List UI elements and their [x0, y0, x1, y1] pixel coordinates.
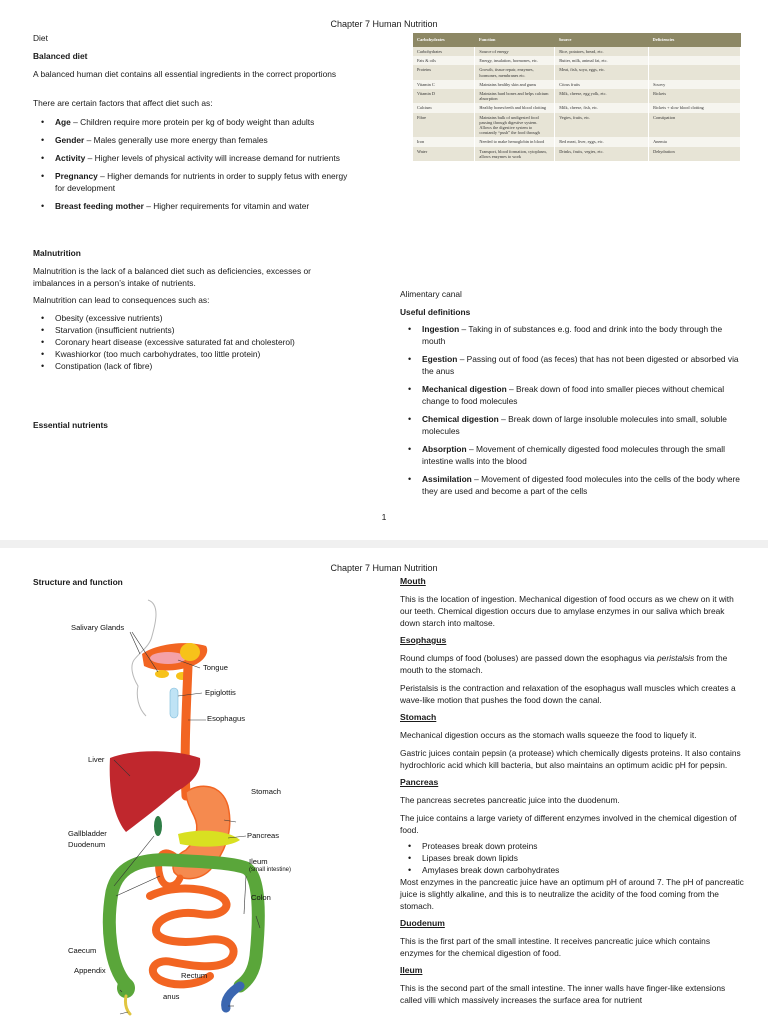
table-cell	[649, 47, 741, 56]
esophagus-paragraph-2: Peristalsis is the contraction and relaxation of the esophagus wall muscles which creates a wave-like motion that pushes the food down the canal.	[400, 683, 736, 705]
definition-item-text: – Passing out of food (as feces) that has not been digested or absorbed via the anus	[422, 354, 739, 376]
table-cell: Vegies, fruits, etc.	[555, 113, 649, 138]
definition-item	[400, 443, 745, 467]
table-cell: Energy, insulation, hormones, etc.	[475, 56, 555, 65]
label-stomach: Stomach	[251, 787, 281, 796]
consequence-item: • Starvation (insufficient nutrients)	[33, 324, 363, 336]
table-cell: Carbohydrates	[413, 47, 475, 56]
consequence-item: • Coronary heart disease (excessive saturated fat and cholesterol)	[33, 336, 363, 348]
pancreas-paragraph-3: Most enzymes in the pancreatic juice have an optimum pH of around 7. The pH of pancreatic juice is slightly alkaline, and this is to neutralize the acidity of the food coming from the stomach.	[400, 877, 744, 911]
label-appendix: Appendix	[74, 966, 106, 975]
useful-definitions-heading: Useful definitions	[400, 307, 471, 317]
table-row	[413, 47, 741, 56]
factor-item	[33, 200, 353, 212]
pancreas-paragraph-2: The juice contains a large variety of different enzymes involved in the chemical digestion of food.	[400, 813, 737, 835]
consequences-list	[33, 312, 363, 372]
factor-item-text: – Higher demands for nutrients in order to supply fetus with energy for development	[55, 171, 348, 193]
factor-item-term: Activity	[55, 153, 86, 163]
salivary-gland-shape	[180, 643, 200, 661]
table-row	[413, 56, 741, 65]
stomach-paragraph-2: Gastric juices contain pepsin (a protease) which chemically digests proteins. It also contains hydrochloric acid which kill bacteria, but also maintains an optimum acidic pH for pepsin.	[400, 748, 741, 770]
label-salivary-glands: Salivary Glands	[71, 623, 125, 632]
factor-item-term: Breast feeding mother	[55, 201, 144, 211]
definition-item-text: – Movement of chemically digested food molecules through the small intestine walls into the blood	[422, 444, 726, 466]
table-cell: Drinks, fruits, vegies, etc.	[555, 147, 649, 161]
table-cell: Vitamin C	[413, 80, 475, 89]
table-cell: Iron	[413, 137, 475, 146]
factor-item-term: Age	[55, 117, 71, 127]
rectum-shape	[226, 986, 240, 1008]
salivary-gland-shape	[155, 670, 169, 678]
esophagus-paragraph-1	[400, 652, 745, 676]
document-page-2	[0, 548, 768, 1024]
table-cell: Fats & oils	[413, 56, 475, 65]
definition-item-term: Ingestion	[422, 324, 460, 334]
label-rectum: Rectum	[181, 971, 208, 980]
label-anus: anus	[163, 992, 180, 1001]
definition-item-text: – Break down of food into smaller pieces without chemical change to food molecules	[422, 384, 725, 406]
stomach-heading: Stomach	[400, 712, 437, 722]
label-duodenum: Duodenum	[68, 840, 106, 849]
table-cell: Citrus fruits	[555, 80, 649, 89]
definitions-list	[400, 323, 745, 503]
factors-intro: There are certain factors that affect diet such as:	[33, 98, 213, 108]
label-ileum-sub: (small intestine)	[249, 867, 292, 873]
definition-item-term: Mechanical digestion	[422, 384, 507, 394]
table-cell: Rickets	[649, 89, 741, 103]
duodenum-paragraph: This is the first part of the small intestine. It receives pancreatic juice which contains enzymes for the chemical digestion of food.	[400, 936, 711, 958]
definition-item-term: Chemical digestion	[422, 414, 499, 424]
page-separator	[0, 540, 768, 548]
pancreas-shape	[178, 831, 240, 847]
factor-item-text: – Children require more protein per kg of body weight than adults	[70, 117, 315, 127]
factor-item	[33, 116, 353, 128]
definition-item-term: Assimilation	[422, 474, 472, 484]
ileum-heading: Ileum	[400, 965, 423, 975]
table-cell: Vitamin D	[413, 89, 475, 103]
enzyme-item: • Proteases break down proteins	[400, 840, 745, 852]
factor-item-text: – Higher levels of physical activity will increase demand for nutrients	[85, 153, 340, 163]
pancreas-heading: Pancreas	[400, 777, 439, 787]
definition-item-term: Egestion	[422, 354, 458, 364]
definition-item	[400, 473, 745, 497]
label-tongue: Tongue	[203, 663, 228, 672]
table-cell: Anemia	[649, 137, 741, 146]
label-esophagus: Esophagus	[207, 714, 245, 723]
consequence-item: • Kwashiorkor (too much carbohydrates, too little protein)	[33, 348, 363, 360]
table-cell: Meat, fish, soya, eggs, etc.	[555, 65, 649, 79]
mouth-paragraph: This is the location of ingestion. Mechanical digestion of food occurs as we chew on it with our teeth. Chemical digestion occurs due to amylase enzymes in our saliva which break down starch into maltose.	[400, 594, 734, 628]
table-cell: Maintains hard bones and helps calcium absorption	[475, 89, 555, 103]
ileum-paragraph: This is the second part of the small intestine. The inner walls have finger-like extensions called villi which massively increases the surface area for nutrient	[400, 983, 726, 1005]
table-row	[413, 113, 741, 138]
definition-item	[400, 323, 745, 347]
pancreas-paragraph-1: The pancreas secretes pancreatic juice into the duodenum.	[400, 795, 620, 805]
definition-item	[400, 413, 745, 437]
label-pancreas: Pancreas	[247, 831, 280, 840]
table-cell: Source of energy	[475, 47, 555, 56]
factor-item-text: – Males generally use more energy than females	[84, 135, 268, 145]
factor-item-term: Gender	[55, 135, 85, 145]
label-colon: Colon	[251, 893, 271, 902]
essential-nutrients-heading: Essential nutrients	[33, 420, 108, 430]
balanced-diet-paragraph: A balanced human diet contains all essential ingredients in the correct proportions	[33, 69, 337, 79]
table-header-row	[413, 33, 741, 47]
table-cell: Proteins	[413, 65, 475, 79]
page-header-title: Chapter 7 Human Nutrition	[330, 19, 438, 29]
factor-item-term: Pregnancy	[55, 171, 98, 181]
definition-item-text: – Movement of digested food molecules into the cells of the body where they are used and become a part of the cells	[422, 474, 740, 496]
table-cell: Maintains healthy skin and gums	[475, 80, 555, 89]
peristalsis-term: peristalsis	[657, 653, 695, 663]
factor-item	[33, 152, 353, 164]
esophagus-text: from the mouth to the stomach.	[400, 653, 728, 675]
mouth-heading: Mouth	[400, 576, 426, 586]
table-cell: Maintains bulk of undigested food passing through digestive system. Allows the digestive system to constantly “push” the food through	[475, 113, 555, 138]
label-gallbladder: Gallbladder	[68, 829, 107, 838]
table-cell	[649, 56, 741, 65]
nutrients-table	[413, 33, 741, 161]
page-header-title: Chapter 7 Human Nutrition	[330, 563, 438, 573]
small-intestine-shape	[150, 889, 234, 985]
duodenum-heading: Duodenum	[400, 918, 445, 928]
table-header-cell: Carbohydrates	[413, 33, 475, 47]
table-row	[413, 137, 741, 146]
label-liver: Liver	[88, 755, 105, 764]
table-cell: Transport, blood formation, cytoplasm, allows enzymes to work	[475, 147, 555, 161]
table-cell: Healthy bones/teeth and blood clotting	[475, 103, 555, 112]
alimentary-canal-label: Alimentary canal	[400, 289, 462, 299]
table-cell: Growth, tissue repair, enzymes, hormones, membranes etc.	[475, 65, 555, 79]
table-cell: Water	[413, 147, 475, 161]
balanced-diet-heading: Balanced diet	[33, 51, 88, 61]
table-cell	[649, 65, 741, 79]
definition-item	[400, 383, 745, 407]
table-cell: Scurvy	[649, 80, 741, 89]
digestive-system-diagram	[60, 596, 340, 1024]
table-cell: Constipation	[649, 113, 741, 138]
definition-item	[400, 353, 745, 377]
enzyme-item: • Amylases break down carbohydrates	[400, 864, 745, 876]
trachea-shape	[170, 688, 178, 718]
appendix-shape	[125, 996, 130, 1014]
table-row	[413, 65, 741, 79]
enzyme-item: • Lipases break down lipids	[400, 852, 745, 864]
table-cell: Red meat, liver, eggs, etc.	[555, 137, 649, 146]
table-cell: Rickets + slow blood clotting	[649, 103, 741, 112]
page-number: 1	[381, 512, 387, 522]
table-cell: Calcium	[413, 103, 475, 112]
structure-function-heading: Structure and function	[33, 577, 123, 587]
stomach-paragraph-1: Mechanical digestion occurs as the stomach walls squeeze the food to liquefy it.	[400, 730, 697, 740]
label-epiglottis: Epiglottis	[205, 688, 236, 697]
label-caecum: Caecum	[68, 946, 97, 955]
malnutrition-heading: Malnutrition	[33, 248, 81, 258]
pancreas-enzyme-list	[400, 840, 745, 876]
table-header-cell: Source	[555, 33, 649, 47]
table-header-cell: Function	[475, 33, 555, 47]
definition-item-text: – Break down of large insoluble molecules into small, soluble molecules	[422, 414, 727, 436]
table-row	[413, 80, 741, 89]
label-ileum: Ileum	[249, 857, 268, 866]
malnutrition-paragraph: Malnutrition is the lack of a balanced diet such as deficiencies, excesses or imbalances in a person’s intake of nutrients.	[33, 266, 311, 288]
table-cell: Dehydration	[649, 147, 741, 161]
esophagus-heading: Esophagus	[400, 635, 447, 645]
factor-item	[33, 134, 353, 146]
table-row	[413, 89, 741, 103]
factor-item-text: – Higher requirements for vitamin and water	[143, 201, 310, 211]
factors-list	[33, 116, 353, 218]
table-cell: Milk, cheese, fish, etc.	[555, 103, 649, 112]
factor-item	[33, 170, 353, 194]
esophagus-text: Round clumps of food (boluses) are passed down the esophagus via	[400, 653, 657, 663]
table-cell: Milk, cheese, egg yolk, etc.	[555, 89, 649, 103]
table-cell: Needed to make hemoglobin in blood	[475, 137, 555, 146]
organ-descriptions	[400, 575, 745, 1006]
table-cell: Fibre	[413, 113, 475, 138]
table-row	[413, 103, 741, 112]
consequence-item: • Obesity (excessive nutrients)	[33, 312, 363, 324]
table-cell: Butter, milk, animal fat, etc.	[555, 56, 649, 65]
gallbladder-shape	[154, 816, 162, 836]
malnutrition-intro: Malnutrition can lead to consequences such as:	[33, 295, 210, 305]
consequence-item: • Constipation (lack of fibre)	[33, 360, 363, 372]
table-cell: Rice, potatoes, bread, etc.	[555, 47, 649, 56]
table-header-cell: Deficiencies	[649, 33, 741, 47]
definition-item-text: – Taking in of substances e.g. food and drink into the body through the mouth	[422, 324, 723, 346]
diet-label: Diet	[33, 33, 48, 43]
table-row	[413, 147, 741, 161]
definition-item-term: Absorption	[422, 444, 467, 454]
